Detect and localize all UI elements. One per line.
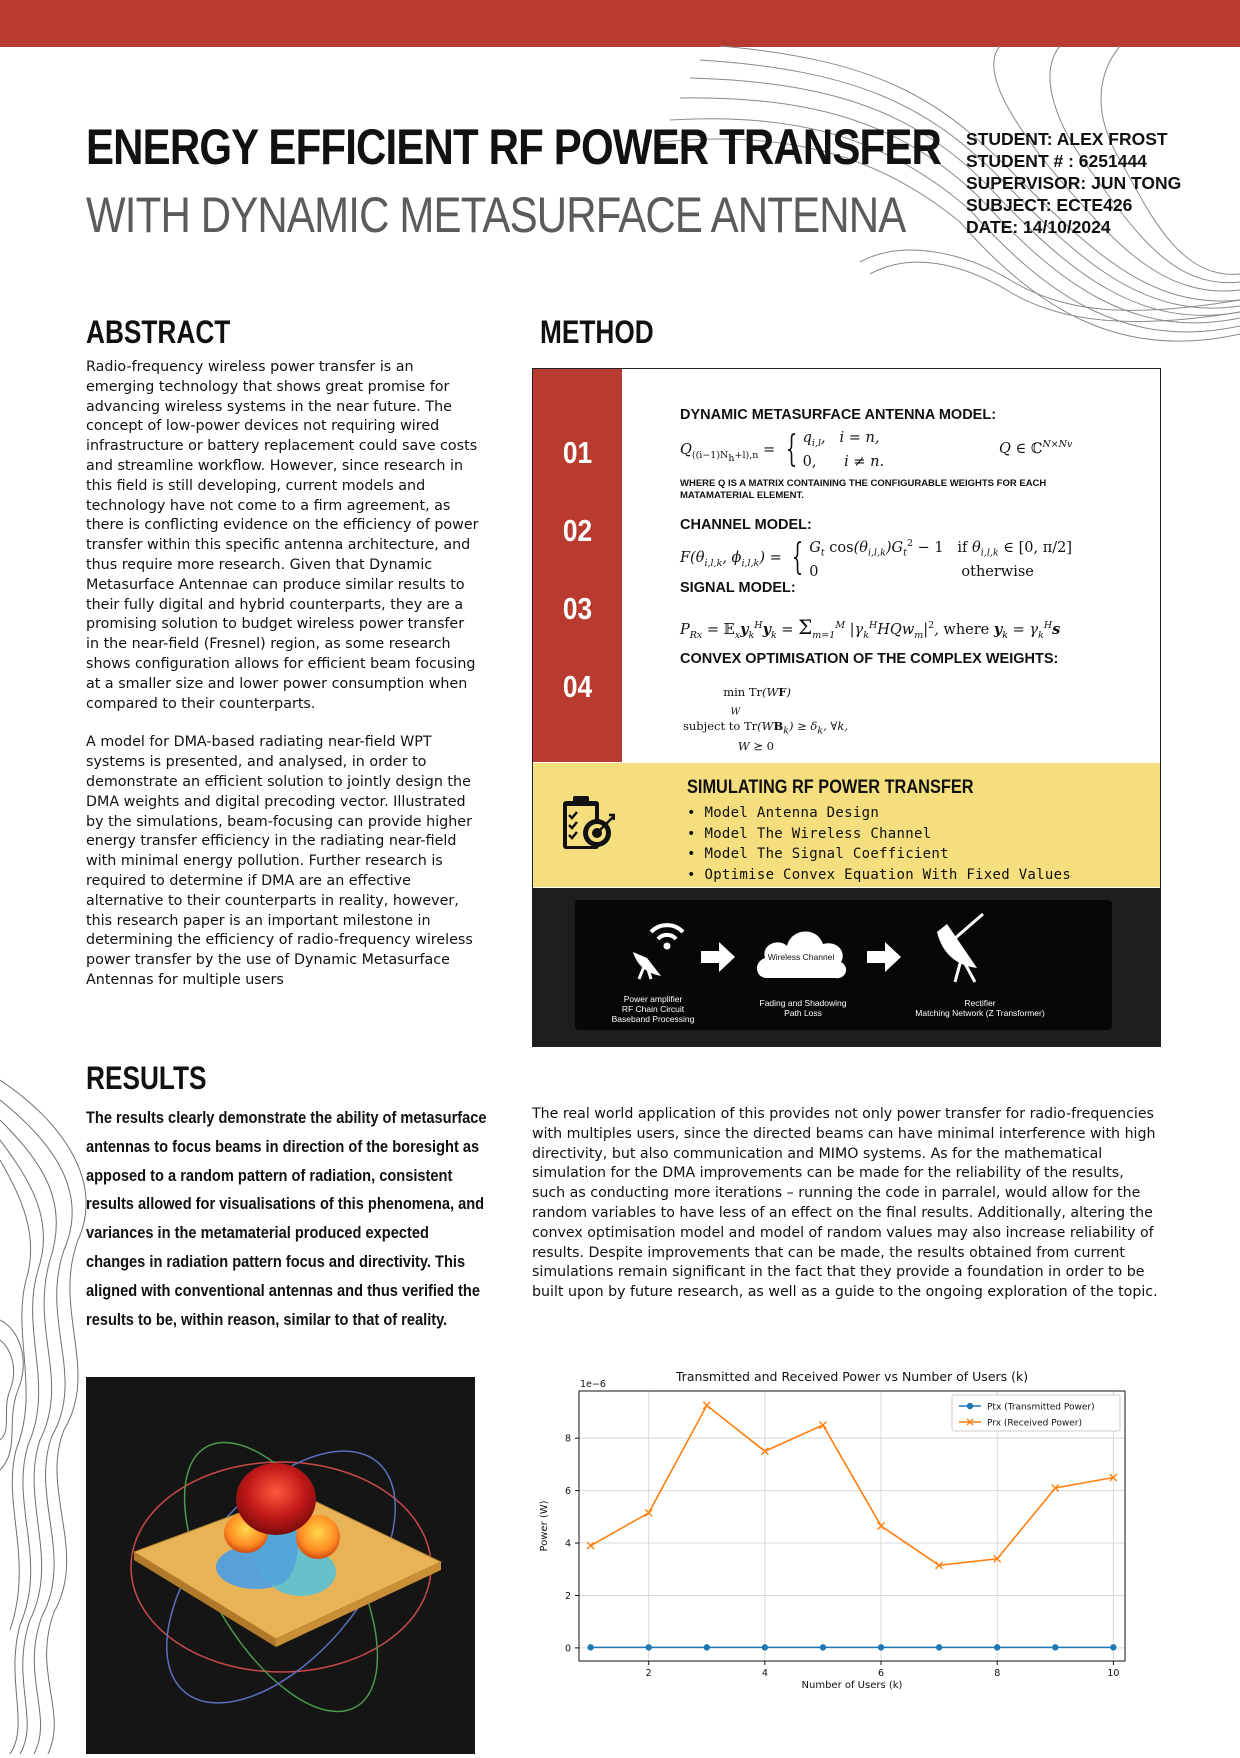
- legend-label-ptx: Ptx (Transmitted Power): [987, 1402, 1095, 1413]
- abstract-body: [86, 358, 481, 1010]
- clipboard-target-icon: [559, 793, 615, 855]
- channel-label: Fading and Shadowing: [759, 998, 847, 1008]
- supervisor: SUPERVISOR: JUN TONG: [966, 173, 1182, 193]
- dma-model-heading: DYNAMIC METASURFACE ANTENNA MODEL:: [680, 407, 997, 423]
- transmitter-labels: [593, 994, 713, 1024]
- q-domain-equation: Q ∈ ℂ$^{N\times Nv}$: [999, 439, 1073, 457]
- poster-subtitle: WITH DYNAMIC METASURFACE ANTENNA: [86, 187, 906, 243]
- student-number: STUDENT # : 6251444: [966, 151, 1147, 171]
- step-number: 01: [562, 435, 593, 470]
- date: DATE: 14/10/2024: [966, 217, 1111, 237]
- legend-label-prx: Prx (Received Power): [987, 1418, 1082, 1429]
- data-point-ptx: [820, 1644, 826, 1650]
- y-tick-label: 4: [564, 1538, 571, 1550]
- legend-marker-ptx: [967, 1403, 973, 1409]
- y-tick-label: 8: [564, 1433, 571, 1445]
- list-item: • Model The Signal Coefficient: [687, 844, 1071, 865]
- radiation-pattern-plot: [86, 1377, 475, 1754]
- data-point-ptx: [704, 1644, 710, 1650]
- data-point-prx: [703, 1402, 710, 1409]
- student-info: [966, 128, 1181, 238]
- simulation-title: SIMULATING RF POWER TRANSFER: [687, 777, 974, 798]
- rx-label: Rectifier: [964, 998, 996, 1008]
- abstract-paragraph-1: Radio-frequency wireless power transfer is an emerging technology that shows great promise for advancing wireless systems in the near future. The concept of low-power devices not requiring wired infrastructure or battery replacement could save costs and streamline workflow. However, since research in this field is still developing, current models and technology have not come to a firm agreement, as there is conflicting evidence on the efficiency of power transfer within this specific antenna architecture, and thus require more research. Given that Dynamic Metasurface Antennae can produce similar results to their fully digital and hybrid counterparts, they are a promising solution to budget wireless power transfer in the near-field (Fresnel) region, as some research shows configuration allows for efficient beam focusing at a smaller size and lower power consumption when compared to their counterparts.: [86, 359, 479, 712]
- results-summary: The results clearly demonstrate the ability of metasurface antennas to focus beams in direction of the boresight as apposed to a random pattern of radiation, consistent results allowed for visualisations of this phenomena, and variances in the metamaterial produced expected changes in radiation pattern focus and directivity. This aligned with conventional antennas and thus verified the results to be, within reason, similar to that of reality.: [86, 1108, 487, 1329]
- flow-diagram: [575, 900, 1112, 1030]
- method-heading: METHOD: [540, 314, 654, 350]
- subject: SUBJECT: ECTE426: [966, 195, 1133, 215]
- convex-equation: min Tr(WF) $_W$ subject to $Tr(WB_k) \ge \delta_k$, ∀k, W ⪰ 0: [683, 685, 848, 753]
- radiation-pattern-image: [86, 1377, 475, 1754]
- receiver-labels: [905, 998, 1055, 1018]
- chart-legend: [952, 1395, 1120, 1431]
- cloud-label: Wireless Channel: [767, 952, 835, 962]
- signal-equation: $P_{Rx}$ = $𝔼_xy_k^Hy_k = \Sigma_{m=1}^M$ $|\gamma_k^HHQw_m|^2$, where $y_k = \gamma_k^Hs$: [680, 615, 1061, 641]
- channel-model-heading: CHANNEL MODEL:: [680, 517, 812, 533]
- receiver-dish-icon: [931, 910, 993, 984]
- data-point-ptx: [994, 1644, 1000, 1650]
- wireless-channel-cloud-icon: [751, 918, 851, 982]
- y-tick-label: 0: [564, 1643, 571, 1655]
- chart-series: [587, 1402, 1117, 1651]
- results-discussion: The real world application of this provides not only power transfer for radio-frequencies with multiples users, since the directed beams can have minimal interference with high directivity, but also communication and MIMO systems. As for the mathematical simulation for the DMA improvements can be made for the reliability of the results, such as conducting more iterations – running the code in parralel, would allow for the random variables to have less of an effect on the final results. Additionally, altering the convex optimisation model and model of random values may also increase reliability of results. Despite improvements that can be made, the results obtained from current simulations remain significant in the fact that they provide a foundation in order to be built upon by future research, as well as a guide to the ongoing exploration of the topic.: [532, 1106, 1158, 1301]
- transmitter-dish-icon: [625, 906, 695, 980]
- data-point-ptx: [646, 1644, 652, 1650]
- power-vs-users-chart: [532, 1366, 1132, 1706]
- x-tick-label: 2: [645, 1668, 652, 1679]
- abstract-paragraph-2: A model for DMA-based radiating near-field WPT systems is presented, and analysed, in order to demonstrate an efficient solution to jointly design the DMA weights and digital precoding vector. Illustrated by the simulations, beam-focusing can provide higher energy transfer efficiency in the radiating near-field with minimal energy pollution. Further research is required to determine if DMA are an effective alternative to their counterparts in reality, however, this research paper is an important milestone in determining the efficiency of radio-frequency wireless power transfer by the use of Dynamic Metasurface Antennas for multiple users: [86, 734, 473, 988]
- step-number: 04: [562, 669, 593, 704]
- tx-label: Power amplifier: [623, 994, 683, 1004]
- system-flow-panel: [533, 888, 1160, 1046]
- list-item: • Optimise Convex Equation With Fixed Values: [687, 865, 1071, 886]
- chart-x-label: Number of Users (k): [801, 1680, 903, 1691]
- data-point-ptx: [878, 1644, 884, 1650]
- channel-label: Path Loss: [784, 1008, 822, 1018]
- list-item: • Model Antenna Design: [687, 803, 1071, 824]
- step-number: 03: [562, 591, 593, 626]
- data-point-prx: [819, 1422, 826, 1429]
- channel-labels: [743, 998, 863, 1018]
- arrow-right-icon: [865, 940, 903, 974]
- data-point-ptx: [1052, 1644, 1058, 1650]
- data-point-ptx: [936, 1644, 942, 1650]
- student-name: STUDENT: ALEX FROST: [966, 129, 1168, 149]
- tx-label: RF Chain Circuit: [621, 1004, 685, 1014]
- poster-title: ENERGY EFFICIENT RF POWER TRANSFER: [86, 119, 942, 175]
- channel-equation: $F(\theta_{i,l,k}$, $\phi_{i,l,k}$) = { $G_t$ $\cos(\theta_{i,l,k})G_t^2 - 1$ if $\theta_{i,l,k}$ ∈ [0, π/2] 0 otherwise: [680, 536, 1072, 580]
- convex-optimisation-heading: CONVEX OPTIMISATION OF THE COMPLEX WEIGHTS:: [680, 651, 1059, 667]
- y-tick-label: 2: [564, 1590, 571, 1602]
- chart-y-scale-label: 1e−6: [580, 1379, 606, 1390]
- chart-y-axis: [565, 1434, 579, 1655]
- arrow-right-icon: [699, 940, 737, 974]
- list-item: • Model The Wireless Channel: [687, 824, 1071, 845]
- chart-y-label: Power (W): [539, 1500, 550, 1552]
- x-tick-label: 4: [761, 1668, 768, 1679]
- chart-title: Transmitted and Received Power vs Number of Users (k): [675, 1369, 1029, 1384]
- x-tick-label: 8: [994, 1668, 1001, 1679]
- dma-equation: $Q_{((i-1)N_h+l),n}$ = { $q_{i,l}$, i = n, 0, i ≠ n.: [680, 428, 885, 470]
- abstract-heading: ABSTRACT: [86, 314, 231, 350]
- results-heading: RESULTS: [86, 1060, 207, 1096]
- x-tick-label: 6: [878, 1668, 885, 1679]
- step-number: 02: [562, 513, 593, 548]
- simulation-list: [687, 803, 1071, 885]
- data-point-ptx: [762, 1644, 768, 1650]
- rx-label: Matching Network (Z Transformer): [915, 1008, 1045, 1018]
- data-point-ptx: [1110, 1644, 1116, 1650]
- method-panel: [532, 368, 1161, 1047]
- dma-model-note: WHERE Q IS A MATRIX CONTAINING THE CONFIGURABLE WEIGHTS FOR EACH MATAMATERIAL ELEMENT.: [680, 478, 1047, 501]
- step-column: [533, 369, 622, 762]
- y-tick-label: 6: [564, 1486, 571, 1498]
- data-point-ptx: [587, 1644, 593, 1650]
- x-tick-label: 10: [1107, 1668, 1120, 1679]
- simulation-steps-panel: [533, 763, 1160, 887]
- tx-label: Baseband Processing: [611, 1014, 695, 1024]
- signal-model-heading: SIGNAL MODEL:: [680, 580, 796, 596]
- chart-x-axis: [646, 1661, 1120, 1679]
